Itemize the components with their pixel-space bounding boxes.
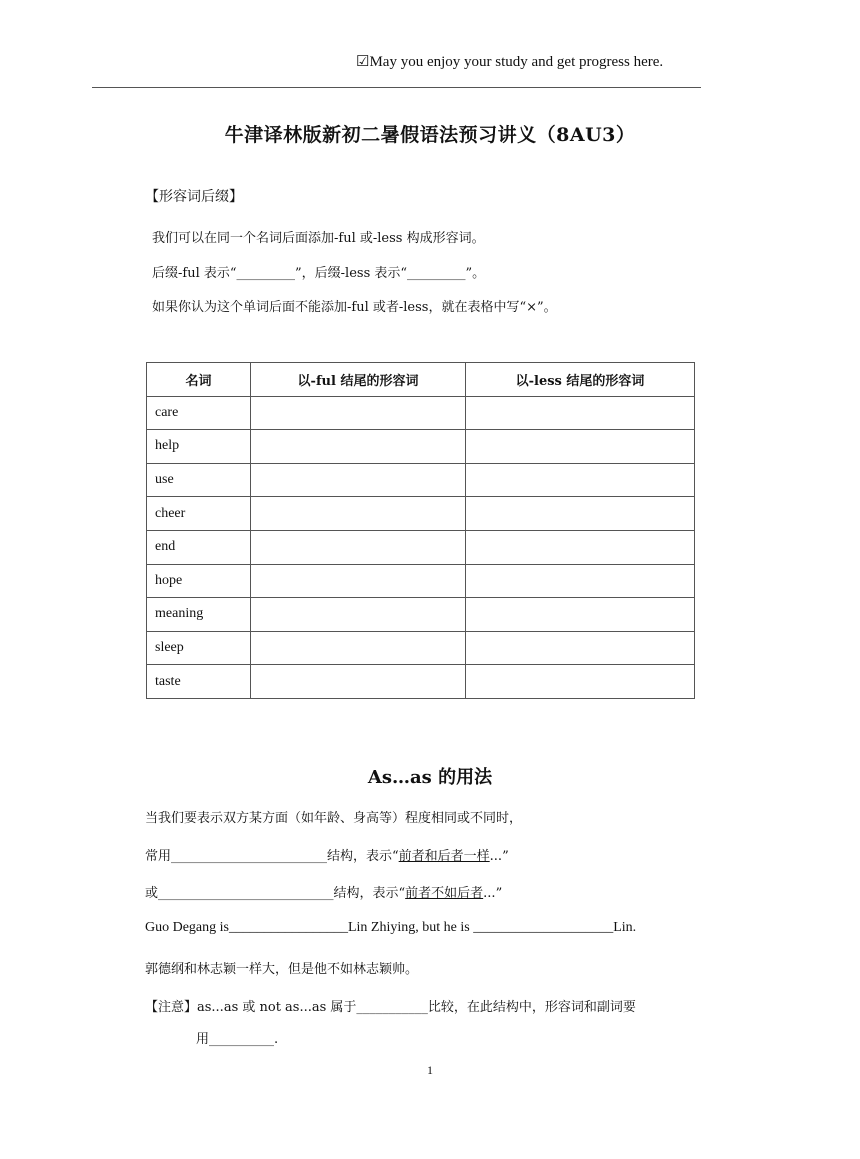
- section-heading-as-as: As…as 的用法: [367, 767, 493, 788]
- noun-cell: use: [147, 463, 251, 497]
- noun-cell: cheer: [147, 497, 251, 531]
- noun-cell: end: [147, 530, 251, 564]
- table-header-row: [147, 363, 695, 397]
- column-header-less: 以-less 结尾的形容词: [466, 363, 695, 397]
- table-row: [147, 631, 695, 665]
- less-answer-cell[interactable]: [466, 497, 695, 531]
- less-answer-cell[interactable]: [466, 396, 695, 430]
- table-row: [147, 430, 695, 464]
- structure-meaning-less: 前者不如后者: [405, 886, 484, 901]
- noun-cell: meaning: [147, 598, 251, 632]
- ful-answer-cell[interactable]: [251, 430, 466, 464]
- ful-answer-cell[interactable]: [251, 631, 466, 665]
- paragraph-instruction: 如果你认为这个单词后面不能添加-ful 或者-less，就在表格中写“×”。: [152, 300, 557, 315]
- table-row: [147, 463, 695, 497]
- ful-answer-cell[interactable]: [251, 598, 466, 632]
- checkbox-icon: ☑: [356, 54, 370, 70]
- structure-text-c: ...”: [489, 849, 509, 864]
- table-row: [147, 497, 695, 531]
- ful-answer-cell[interactable]: [251, 463, 466, 497]
- noun-cell: sleep: [147, 631, 251, 665]
- table-row: [147, 396, 695, 430]
- as-as-structure-line: [145, 845, 509, 864]
- noun-cell: help: [147, 430, 251, 464]
- suffix-table: [146, 362, 695, 699]
- ful-answer-cell[interactable]: [251, 396, 466, 430]
- column-header-noun: 名词: [147, 363, 251, 397]
- table-row: [147, 564, 695, 598]
- paragraph-fill-meaning: 后缀-ful 表示“_________”，后缀-less 表示“_________”。: [152, 266, 486, 281]
- table-row: [147, 530, 695, 564]
- section-heading-suffix: 【形容词后缀】: [145, 189, 243, 205]
- noun-cell: care: [147, 396, 251, 430]
- less-answer-cell[interactable]: [466, 598, 695, 632]
- note-line-continued: 用__________.: [196, 1032, 279, 1047]
- page-title: 牛津译林版新初二暑假语法预习讲义（8AU3）: [224, 124, 636, 146]
- example-sentence-chinese: 郭德纲和林志颖一样大，但是他不如林志颖帅。: [145, 962, 419, 977]
- table-row: [147, 665, 695, 699]
- less-answer-cell[interactable]: [466, 530, 695, 564]
- table-row: [147, 598, 695, 632]
- structure-text-a: 常用________________________结构，表示“: [145, 849, 399, 864]
- structure-text-a: 或___________________________结构，表示“: [145, 886, 406, 901]
- noun-cell: taste: [147, 665, 251, 699]
- header-motto: [356, 52, 663, 71]
- page-number: 1: [427, 1063, 433, 1077]
- column-header-ful: 以-ful 结尾的形容词: [251, 363, 466, 397]
- less-answer-cell[interactable]: [466, 430, 695, 464]
- ful-answer-cell[interactable]: [251, 665, 466, 699]
- structure-meaning-same: 前者和后者一样: [398, 849, 490, 864]
- less-answer-cell[interactable]: [466, 463, 695, 497]
- header-motto-text: May you enjoy your study and get progress here.: [369, 54, 664, 70]
- less-answer-cell[interactable]: [466, 665, 695, 699]
- example-sentence-english: Guo Degang is_________________Lin Zhiying, but he is ____________________Lin.: [145, 920, 637, 935]
- paragraph-intro: 我们可以在同一个名词后面添加-ful 或-less 构成形容词。: [152, 231, 485, 246]
- header-divider: [92, 87, 701, 88]
- ful-answer-cell[interactable]: [251, 564, 466, 598]
- less-answer-cell[interactable]: [466, 564, 695, 598]
- not-as-as-structure-line: [145, 882, 502, 901]
- ful-answer-cell[interactable]: [251, 497, 466, 531]
- less-answer-cell[interactable]: [466, 631, 695, 665]
- as-as-intro-line: 当我们要表示双方某方面（如年龄、身高等）程度相同或不同时，: [145, 811, 523, 826]
- ful-answer-cell[interactable]: [251, 530, 466, 564]
- structure-text-c: ...”: [483, 886, 503, 901]
- note-line: 【注意】as...as 或 not as...as 属于___________比较，在此结构中，形容词和副词要: [145, 1000, 636, 1015]
- noun-cell: hope: [147, 564, 251, 598]
